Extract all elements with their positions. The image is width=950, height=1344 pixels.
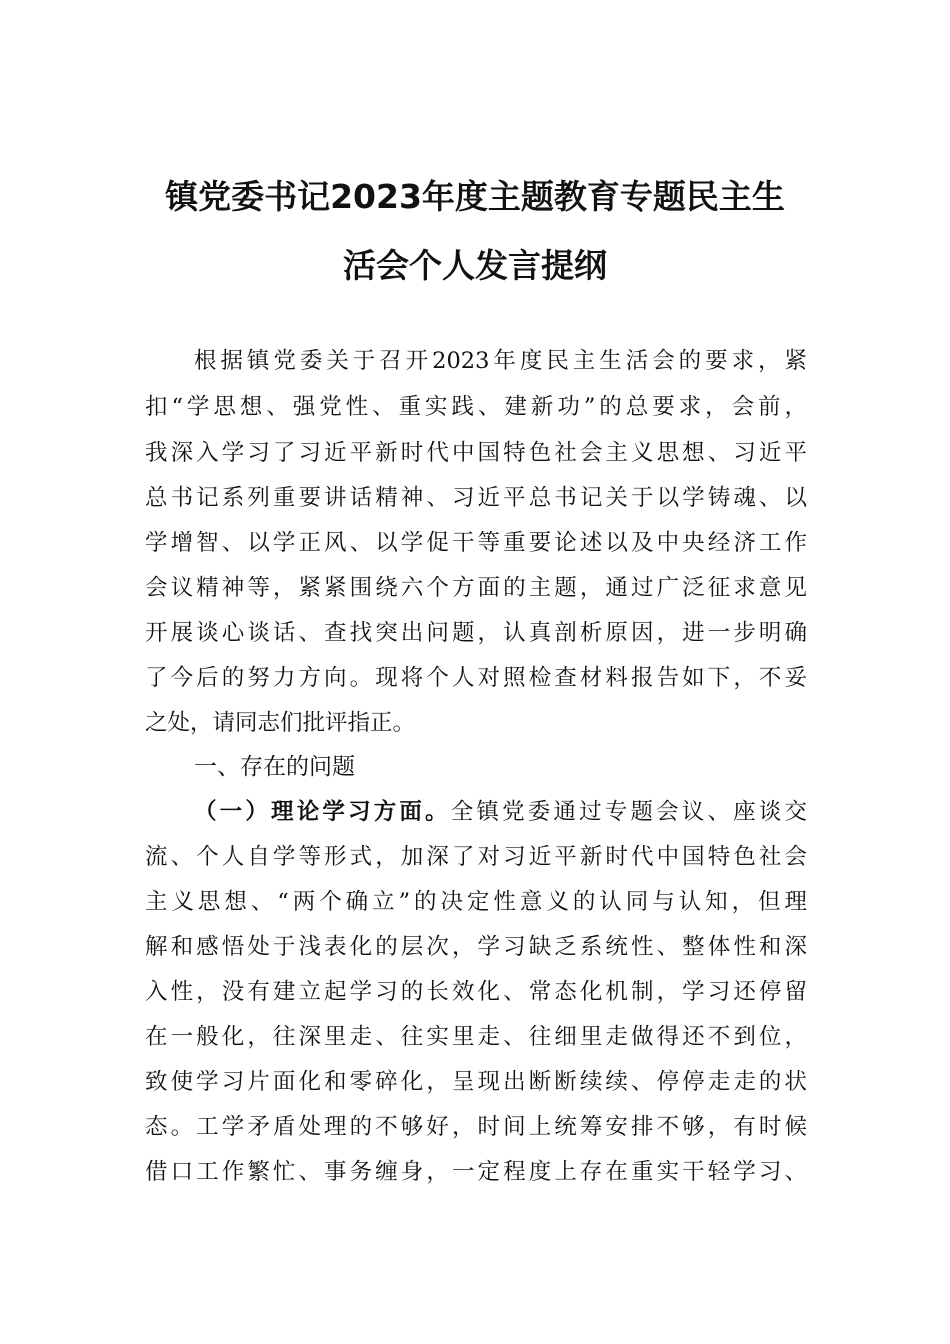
intro-line-4: 总书记系列重要讲话精神、习近平总书记关于以学铸魂、以 [145, 485, 807, 511]
intro-line-9: 之处，请同志们批评指正。 [145, 710, 416, 736]
theory-line-8: 态。工学矛盾处理的不够好，时间上统筹安排不够，有时候 [145, 1114, 807, 1140]
theory-line-5: 入性，没有建立起学习的长效化、常态化机制，学习还停留 [145, 979, 807, 1005]
intro-line-7: 开展谈心谈话、查找突出问题，认真剖析原因，进一步明确 [145, 620, 807, 646]
intro-line-8: 了今后的努力方向。现将个人对照检查材料报告如下，不妥 [145, 665, 807, 691]
theory-line-1-text: 全镇党委通过专题会议、座谈交 [450, 799, 807, 825]
document-title-line-1: 镇党委书记2023年度主题教育专题民主生 [165, 177, 785, 216]
intro-line-1: 根据镇党委关于召开2023年度民主生活会的要求，紧 [194, 348, 807, 374]
theory-line-9: 借口工作繁忙、事务缠身，一定程度上存在重实干轻学习、 [145, 1159, 807, 1185]
theory-line-7: 致使学习片面化和零碎化，呈现出断断续续、停停走走的状 [145, 1069, 807, 1095]
intro-line-6: 会议精神等，紧紧围绕六个方面的主题，通过广泛征求意见 [145, 575, 807, 601]
intro-line-2: 扣“学思想、强党性、重实践、建新功”的总要求，会前， [145, 394, 807, 420]
theory-line-6: 在一般化，往深里走、往实里走、往细里走做得还不到位， [145, 1024, 807, 1050]
theory-line-4: 解和感悟处于浅表化的层次，学习缺乏系统性、整体性和深 [145, 934, 807, 960]
subsection-label: （一）理论学习方面。 [194, 799, 451, 825]
intro-line-5: 学增智、以学正风、以学促干等重要论述以及中央经济工作 [145, 530, 807, 556]
theory-line-1 [194, 797, 807, 827]
document-title-line-2: 活会个人发言提纲 [343, 246, 607, 285]
intro-line-3: 我深入学习了习近平新时代中国特色社会主义思想、习近平 [145, 440, 807, 466]
theory-line-3: 主义思想、“两个确立”的决定性意义的认同与认知，但理 [145, 889, 807, 915]
theory-line-2: 流、个人自学等形式，加深了对习近平新时代中国特色社会 [145, 844, 807, 870]
section-heading-problems: 一、存在的问题 [194, 754, 355, 780]
